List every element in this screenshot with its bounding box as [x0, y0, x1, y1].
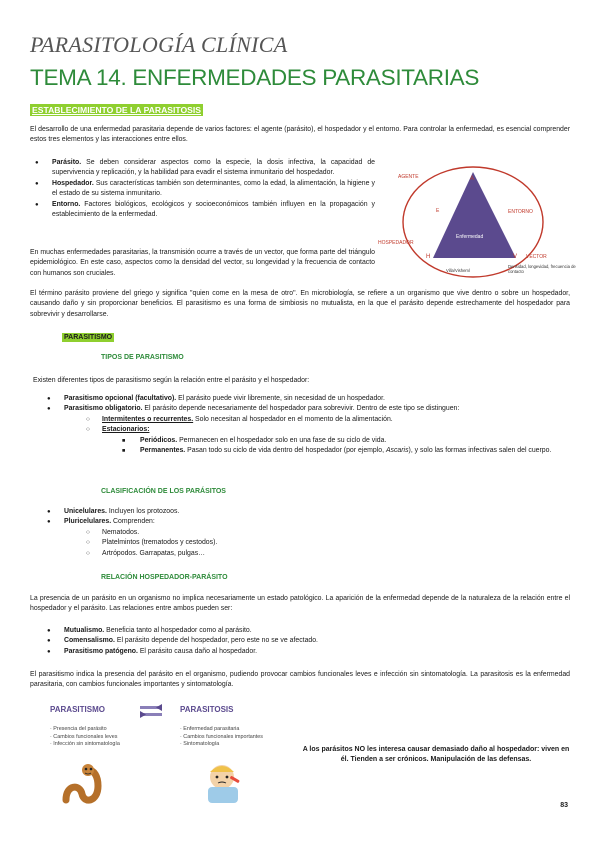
list-item: ● Parasitismo opcional (facultativo). El parásito puede vivir libremente, sin necesidad de un hospedador.	[42, 394, 562, 404]
list-item: ○ Artrópodos. Garrapatas, pulgas…	[82, 549, 562, 559]
clasificacion-heading: CLASIFICACIÓN DE LOS PARÁSITOS	[101, 488, 226, 495]
list-item: ● Pluricelulares. Comprenden: ○ Nematodos. ○ Platelmintos (trematodos y cestodos). ○ Artrópodos. Garrapatas, pulgas…	[42, 517, 562, 559]
label-bottom-right: Densidad, longevidad, frecuencia de contacto	[508, 264, 576, 274]
list-item: ● Hospedador. Sus características también son determinantes, como la edad, la alimentación, la higiene y el estado de su sistema inmunitario.	[30, 179, 375, 200]
triangle-shape	[433, 172, 516, 258]
list-item: ● Parasitismo patógeno. El parásito causa daño al hospedador.	[42, 647, 562, 657]
list-item: ● Comensalismo. El parásito depende del hospedador, pero este no se ve afectado.	[42, 636, 562, 646]
vector-paragraph: En muchas enfermedades parasitarias, la transmisión ocurre a través de un vector, que forma parte del triángulo epidemiológico. En este caso, aspectos como la densidad del vector, su longevidad y la frecuencia de contacto con humanos son cruciales.	[30, 249, 375, 277]
list-item: · Infección sin sintomatología	[50, 741, 120, 747]
tipos-intro: Existen diferentes tipos de parasitismo según la relación entre el parásito y el hospedador:	[33, 377, 310, 384]
list-item: ● Parásito. Se deben considerar aspectos como la especie, la dosis infectiva, la capacidad de supervivencia y replicación, y la habilidad para evadir el sistema inmunitario del hospedador.	[30, 158, 375, 179]
label-hospedador: HOSPEDADOR	[378, 240, 414, 246]
section-heading: ESTABLECIMIENTO DE LA PARASITOSIS	[32, 105, 202, 115]
comparison-arrows-icon	[140, 703, 162, 719]
page-number: 83	[560, 802, 568, 809]
epidemiological-triangle-diagram	[378, 160, 578, 280]
list-item: ■ Periódicos. Permanecen en el hospedador solo en una fase de su ciclo de vida.	[118, 436, 562, 446]
intro-paragraph: El desarrollo de una enfermedad parasitaria depende de varios factores: el agente (parásito), el hospedador y el entorno. Para controlar la enfermedad, es esencial comprender estos tres elementos y las interacciones entre ellos.	[30, 126, 570, 144]
list-item: ○ Platelmintos (trematodos y cestodos).	[82, 538, 562, 548]
label-bottom-left: Villa/Visheml	[446, 268, 470, 273]
list-item: ■ Permanentes. Pasan todo su ciclo de vida dentro del hospedador (por ejemplo, Ascaris), y solo las formas infectivas salen del cuerpo.	[118, 446, 562, 456]
compare-note: A los parásitos NO les interesa causar demasiado daño al hospedador: viven en él. Tienden a ser crónicos. Manipulación de las defensas.	[302, 746, 570, 763]
parasitismo-vs-parasitosis-paragraph: El parasitismo indica la presencia del parásito en el organismo, pudiendo provocar cambios funcionales leves e infección sin sintomatología. La parasitosis es la enfermedad parasitaria, con cambios funcionales importantes y sintomatología.	[30, 671, 570, 689]
parasitosis-title: PARASITOSIS	[180, 705, 234, 714]
clasificacion-list	[42, 507, 562, 559]
list-item: · Cambios funcionales importantes	[180, 733, 263, 740]
worm-icon	[60, 762, 110, 807]
list-item: ○ Estacionarios: ■ Periódicos. Permanecen en el hospedador solo en una fase de su ciclo de vida. ■ Permanentes. Pasan todo su ciclo de vida dentro del hospedador (por ejemplo, Ascaris), y solo las formas infectivas salen del cuerpo.	[82, 425, 562, 456]
parasito-definition: El término parásito proviene del griego y significa "quien come en la mesa de otro". En microbiología, se refiere a un organismo que vive dentro o sobre un hospedador, causando daño y sin proporcionar beneficios. El parasitismo es una forma de simbiosis no mutualista, en la que el parásito depende estrechamente del hospedador para sobrevivir y desarrollarse.	[30, 290, 570, 318]
list-item: · Enfermedad parasitaria	[180, 726, 240, 732]
tipos-list	[42, 394, 562, 456]
relacion-heading: RELACIÓN HOSPEDADOR-PARÁSITO	[101, 574, 228, 581]
diagram-center: Enfermedad	[456, 234, 484, 240]
letter-h: H	[426, 254, 431, 260]
list-item: ● Entorno. Factores biológicos, ecológicos y socioeconómicos también influyen en la propagación y establecimiento de la enfermedad.	[30, 200, 375, 221]
parasitismo-tag: PARASITISMO	[64, 334, 113, 341]
letter-e: E	[436, 208, 440, 214]
list-item: · Presencia del parásito	[50, 726, 107, 732]
label-agente: AGENTE	[398, 174, 419, 180]
letter-a: A	[470, 176, 475, 182]
list-item: ● Unicelulares. Incluyen los protozoos.	[42, 507, 562, 517]
label-vector: VECTOR	[526, 254, 547, 260]
factors-list	[30, 158, 375, 220]
parasitosis-box	[180, 705, 300, 749]
relacion-intro: La presencia de un parásito en un organismo no implica necesariamente un estado patológico. La aparición de la enfermedad depende de la naturaleza de la relación entre el hospedador y el parásito. Las relaciones entre ambos pueden ser:	[30, 595, 570, 613]
sick-person-icon	[200, 760, 245, 808]
relaciones-list	[42, 626, 562, 657]
course-title: PARASITOLOGÍA CLÍNICA	[30, 32, 288, 57]
list-item: ● Mutualismo. Beneficia tanto al hospedador como al parásito.	[42, 626, 562, 636]
list-item: · Cambios funcionales leves	[50, 733, 118, 740]
label-entorno: ENTORNO	[508, 209, 533, 215]
parasitismo-title: PARASITISMO	[50, 705, 105, 714]
list-item: ○ Nematodos.	[82, 528, 562, 538]
list-item: ● Parasitismo obligatorio. El parásito depende necesariamente del hospedador para sobrevivir. Dentro de este tipo se distinguen: ○ Intermitentes o recurrentes. Solo necesitan al hospedador en el momento de la alimentación. ○ Estacionarios: ■ Periódicos. Permanecen en el hospedador solo en una fase de su ciclo de vida. ■ Permanentes. Pasan todo su ciclo de vida dentro del hospedador (por ejemplo, Ascaris), y solo las formas infectivas salen del cuerpo.	[42, 404, 562, 456]
list-item: ○ Intermitentes o recurrentes. Solo necesitan al hospedador en el momento de la alimentación.	[82, 415, 562, 425]
letter-v: V	[513, 254, 518, 260]
list-item: · Sintomatología	[180, 741, 220, 747]
tipos-heading: TIPOS DE PARASITISMO	[101, 354, 184, 361]
page-title: TEMA 14. ENFERMEDADES PARASITARIAS	[30, 65, 480, 90]
